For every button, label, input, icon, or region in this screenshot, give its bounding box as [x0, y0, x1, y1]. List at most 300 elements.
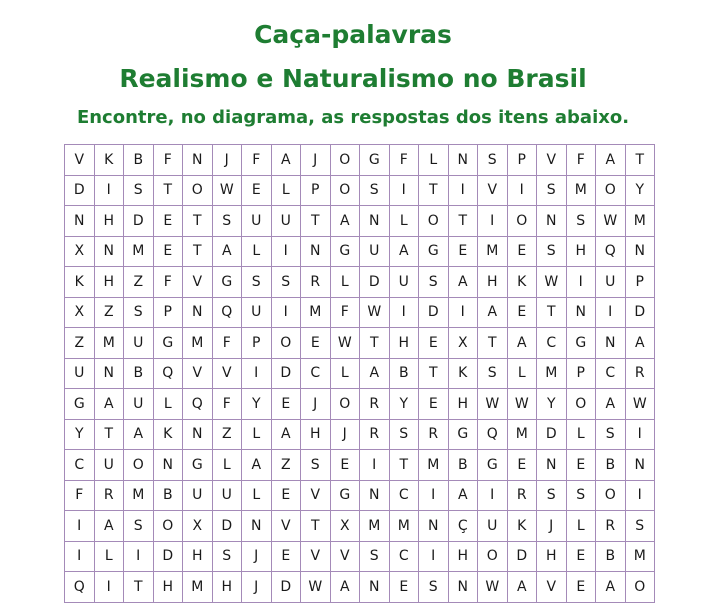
grid-cell[interactable]: F [153, 267, 183, 298]
grid-cell[interactable]: A [271, 145, 301, 176]
grid-cell[interactable]: M [124, 480, 154, 511]
grid-cell[interactable]: L [330, 267, 360, 298]
grid-cell[interactable]: H [478, 267, 508, 298]
grid-cell[interactable]: S [419, 572, 449, 603]
grid-cell[interactable]: N [360, 480, 390, 511]
grid-cell[interactable]: D [360, 267, 390, 298]
grid-cell[interactable]: D [271, 358, 301, 389]
grid-cell[interactable]: J [242, 541, 272, 572]
grid-cell[interactable]: E [153, 236, 183, 267]
grid-cell[interactable]: Z [271, 450, 301, 481]
grid-cell[interactable]: I [360, 450, 390, 481]
grid-cell[interactable]: T [537, 297, 567, 328]
grid-cell[interactable]: A [242, 450, 272, 481]
grid-cell[interactable]: H [537, 541, 567, 572]
grid-cell[interactable]: T [94, 419, 124, 450]
grid-cell[interactable]: W [625, 389, 655, 420]
grid-cell[interactable]: N [625, 450, 655, 481]
grid-cell[interactable]: E [301, 328, 331, 359]
grid-cell[interactable]: O [596, 480, 626, 511]
grid-cell[interactable]: S [212, 541, 242, 572]
grid-cell[interactable]: E [271, 389, 301, 420]
grid-cell[interactable]: O [183, 175, 213, 206]
grid-cell[interactable]: N [65, 206, 95, 237]
grid-cell[interactable]: G [330, 236, 360, 267]
grid-cell[interactable]: B [153, 480, 183, 511]
grid-cell[interactable]: O [478, 541, 508, 572]
grid-cell[interactable]: E [566, 541, 596, 572]
grid-cell[interactable]: S [360, 175, 390, 206]
grid-cell[interactable]: L [389, 206, 419, 237]
grid-cell[interactable]: M [537, 358, 567, 389]
grid-cell[interactable]: M [183, 328, 213, 359]
grid-cell[interactable]: B [448, 450, 478, 481]
grid-cell[interactable]: G [419, 236, 449, 267]
grid-cell[interactable]: M [419, 450, 449, 481]
grid-cell[interactable]: S [242, 267, 272, 298]
grid-cell[interactable]: W [537, 267, 567, 298]
grid-cell[interactable]: U [271, 206, 301, 237]
grid-cell[interactable]: O [330, 145, 360, 176]
grid-cell[interactable]: S [537, 175, 567, 206]
grid-cell[interactable]: F [242, 145, 272, 176]
grid-cell[interactable]: S [478, 358, 508, 389]
grid-cell[interactable]: E [419, 328, 449, 359]
grid-cell[interactable]: L [242, 419, 272, 450]
grid-cell[interactable]: L [242, 480, 272, 511]
grid-cell[interactable]: U [389, 267, 419, 298]
grid-cell[interactable]: N [537, 206, 567, 237]
grid-cell[interactable]: V [271, 511, 301, 542]
grid-cell[interactable]: A [94, 511, 124, 542]
grid-cell[interactable]: D [507, 541, 537, 572]
grid-cell[interactable]: H [301, 419, 331, 450]
grid-cell[interactable]: J [301, 145, 331, 176]
grid-cell[interactable]: S [124, 297, 154, 328]
grid-cell[interactable]: E [153, 206, 183, 237]
grid-cell[interactable]: E [507, 450, 537, 481]
grid-cell[interactable]: U [596, 267, 626, 298]
grid-cell[interactable]: Z [212, 419, 242, 450]
grid-cell[interactable]: O [153, 511, 183, 542]
grid-cell[interactable]: L [242, 236, 272, 267]
grid-cell[interactable]: F [65, 480, 95, 511]
grid-cell[interactable]: L [507, 358, 537, 389]
grid-cell[interactable]: U [360, 236, 390, 267]
grid-cell[interactable]: C [389, 480, 419, 511]
grid-cell[interactable]: T [419, 358, 449, 389]
grid-cell[interactable]: D [271, 572, 301, 603]
grid-cell[interactable]: V [537, 572, 567, 603]
grid-cell[interactable]: S [419, 267, 449, 298]
grid-cell[interactable]: H [153, 572, 183, 603]
grid-cell[interactable]: U [212, 480, 242, 511]
grid-cell[interactable]: Y [389, 389, 419, 420]
grid-cell[interactable]: U [478, 511, 508, 542]
grid-cell[interactable]: D [625, 297, 655, 328]
grid-cell[interactable]: A [596, 572, 626, 603]
grid-cell[interactable]: U [242, 297, 272, 328]
grid-cell[interactable]: W [301, 572, 331, 603]
grid-cell[interactable]: I [271, 297, 301, 328]
grid-cell[interactable]: S [360, 541, 390, 572]
grid-cell[interactable]: T [360, 328, 390, 359]
grid-cell[interactable]: O [596, 175, 626, 206]
grid-cell[interactable]: A [448, 267, 478, 298]
grid-cell[interactable]: W [360, 297, 390, 328]
grid-cell[interactable]: Ç [448, 511, 478, 542]
grid-cell[interactable]: S [389, 419, 419, 450]
grid-cell[interactable]: V [330, 541, 360, 572]
grid-cell[interactable]: D [124, 206, 154, 237]
grid-cell[interactable]: M [625, 206, 655, 237]
grid-cell[interactable]: E [507, 297, 537, 328]
grid-cell[interactable]: S [596, 419, 626, 450]
grid-cell[interactable]: L [94, 541, 124, 572]
grid-cell[interactable]: D [153, 541, 183, 572]
grid-cell[interactable]: G [65, 389, 95, 420]
grid-cell[interactable]: I [478, 480, 508, 511]
grid-cell[interactable]: U [65, 358, 95, 389]
grid-cell[interactable]: I [94, 175, 124, 206]
grid-cell[interactable]: M [124, 236, 154, 267]
grid-cell[interactable]: F [212, 389, 242, 420]
grid-cell[interactable]: N [537, 450, 567, 481]
grid-cell[interactable]: P [625, 267, 655, 298]
grid-cell[interactable]: B [596, 450, 626, 481]
grid-cell[interactable]: N [360, 572, 390, 603]
grid-cell[interactable]: A [596, 145, 626, 176]
grid-cell[interactable]: P [566, 358, 596, 389]
grid-cell[interactable]: O [566, 389, 596, 420]
grid-cell[interactable]: S [478, 145, 508, 176]
grid-cell[interactable]: N [566, 297, 596, 328]
grid-cell[interactable]: V [301, 541, 331, 572]
grid-cell[interactable]: X [65, 236, 95, 267]
grid-cell[interactable]: I [65, 541, 95, 572]
grid-cell[interactable]: E [566, 572, 596, 603]
grid-cell[interactable]: O [124, 450, 154, 481]
grid-cell[interactable]: Z [65, 328, 95, 359]
grid-cell[interactable]: J [242, 572, 272, 603]
grid-cell[interactable]: I [625, 419, 655, 450]
grid-cell[interactable]: P [242, 328, 272, 359]
grid-cell[interactable]: G [360, 145, 390, 176]
grid-cell[interactable]: F [153, 145, 183, 176]
grid-cell[interactable]: E [242, 175, 272, 206]
grid-cell[interactable]: W [330, 328, 360, 359]
grid-cell[interactable]: P [507, 145, 537, 176]
grid-cell[interactable]: V [537, 145, 567, 176]
grid-cell[interactable]: L [153, 389, 183, 420]
grid-cell[interactable]: A [330, 206, 360, 237]
grid-cell[interactable]: J [537, 511, 567, 542]
grid-cell[interactable]: U [94, 450, 124, 481]
grid-cell[interactable]: F [566, 145, 596, 176]
grid-cell[interactable]: B [596, 541, 626, 572]
grid-cell[interactable]: S [625, 511, 655, 542]
grid-cell[interactable]: T [124, 572, 154, 603]
grid-cell[interactable]: H [566, 236, 596, 267]
grid-cell[interactable]: L [212, 450, 242, 481]
grid-cell[interactable]: E [419, 389, 449, 420]
grid-cell[interactable]: M [478, 236, 508, 267]
grid-cell[interactable]: Y [242, 389, 272, 420]
grid-cell[interactable]: D [212, 511, 242, 542]
grid-cell[interactable]: B [124, 145, 154, 176]
grid-cell[interactable]: K [507, 511, 537, 542]
grid-cell[interactable]: I [419, 541, 449, 572]
grid-cell[interactable]: L [419, 145, 449, 176]
grid-cell[interactable]: S [124, 511, 154, 542]
grid-cell[interactable]: E [271, 480, 301, 511]
grid-cell[interactable]: V [478, 175, 508, 206]
grid-cell[interactable]: H [448, 389, 478, 420]
grid-cell[interactable]: M [360, 511, 390, 542]
grid-cell[interactable]: N [301, 236, 331, 267]
grid-cell[interactable]: Q [478, 419, 508, 450]
grid-cell[interactable]: Q [212, 297, 242, 328]
grid-cell[interactable]: N [360, 206, 390, 237]
grid-cell[interactable]: W [478, 389, 508, 420]
grid-cell[interactable]: R [596, 511, 626, 542]
grid-cell[interactable]: Q [183, 389, 213, 420]
grid-cell[interactable]: H [448, 541, 478, 572]
grid-cell[interactable]: W [507, 389, 537, 420]
grid-cell[interactable]: X [448, 328, 478, 359]
grid-cell[interactable]: U [124, 328, 154, 359]
grid-cell[interactable]: D [537, 419, 567, 450]
grid-cell[interactable]: Z [124, 267, 154, 298]
grid-cell[interactable]: R [507, 480, 537, 511]
grid-cell[interactable]: G [478, 450, 508, 481]
grid-cell[interactable]: T [183, 206, 213, 237]
grid-cell[interactable]: S [566, 206, 596, 237]
grid-cell[interactable]: U [124, 389, 154, 420]
grid-cell[interactable]: M [566, 175, 596, 206]
grid-cell[interactable]: G [153, 328, 183, 359]
grid-cell[interactable]: S [271, 267, 301, 298]
grid-cell[interactable]: I [596, 297, 626, 328]
grid-cell[interactable]: Q [65, 572, 95, 603]
grid-cell[interactable]: O [419, 206, 449, 237]
grid-cell[interactable]: S [212, 206, 242, 237]
grid-cell[interactable]: Q [153, 358, 183, 389]
grid-cell[interactable]: O [271, 328, 301, 359]
grid-cell[interactable]: D [65, 175, 95, 206]
grid-cell[interactable]: N [596, 328, 626, 359]
grid-cell[interactable]: M [183, 572, 213, 603]
grid-cell[interactable]: T [153, 175, 183, 206]
grid-cell[interactable]: M [389, 511, 419, 542]
grid-cell[interactable]: T [625, 145, 655, 176]
grid-cell[interactable]: T [389, 450, 419, 481]
grid-cell[interactable]: A [625, 328, 655, 359]
grid-cell[interactable]: V [183, 358, 213, 389]
grid-cell[interactable]: A [596, 389, 626, 420]
grid-cell[interactable]: X [330, 511, 360, 542]
grid-cell[interactable]: I [389, 297, 419, 328]
grid-cell[interactable]: V [301, 480, 331, 511]
grid-cell[interactable]: I [419, 480, 449, 511]
grid-cell[interactable]: O [330, 175, 360, 206]
grid-cell[interactable]: H [183, 541, 213, 572]
grid-cell[interactable]: E [507, 236, 537, 267]
grid-cell[interactable]: P [301, 175, 331, 206]
grid-cell[interactable]: R [625, 358, 655, 389]
grid-cell[interactable]: I [448, 297, 478, 328]
grid-cell[interactable]: A [94, 389, 124, 420]
grid-cell[interactable]: I [389, 175, 419, 206]
grid-cell[interactable]: B [124, 358, 154, 389]
grid-cell[interactable]: V [212, 358, 242, 389]
grid-cell[interactable]: A [448, 480, 478, 511]
grid-cell[interactable]: C [301, 358, 331, 389]
grid-cell[interactable]: T [301, 511, 331, 542]
grid-cell[interactable]: F [389, 145, 419, 176]
grid-cell[interactable]: Y [625, 175, 655, 206]
grid-cell[interactable]: K [94, 145, 124, 176]
grid-cell[interactable]: I [94, 572, 124, 603]
grid-cell[interactable]: N [94, 236, 124, 267]
grid-cell[interactable]: W [478, 572, 508, 603]
grid-cell[interactable]: G [212, 267, 242, 298]
grid-cell[interactable]: N [419, 511, 449, 542]
grid-cell[interactable]: I [625, 480, 655, 511]
grid-cell[interactable]: S [537, 236, 567, 267]
grid-cell[interactable]: N [183, 145, 213, 176]
grid-cell[interactable]: T [419, 175, 449, 206]
grid-cell[interactable]: N [183, 419, 213, 450]
grid-cell[interactable]: Q [596, 236, 626, 267]
grid-cell[interactable]: K [153, 419, 183, 450]
grid-cell[interactable]: L [566, 419, 596, 450]
grid-cell[interactable]: I [65, 511, 95, 542]
grid-cell[interactable]: H [389, 328, 419, 359]
grid-cell[interactable]: O [507, 206, 537, 237]
grid-cell[interactable]: D [419, 297, 449, 328]
grid-cell[interactable]: T [301, 206, 331, 237]
grid-cell[interactable]: T [183, 236, 213, 267]
grid-cell[interactable]: I [448, 175, 478, 206]
grid-cell[interactable]: A [212, 236, 242, 267]
grid-cell[interactable]: R [360, 389, 390, 420]
grid-cell[interactable]: V [183, 267, 213, 298]
grid-cell[interactable]: M [301, 297, 331, 328]
grid-cell[interactable]: Y [65, 419, 95, 450]
grid-cell[interactable]: O [330, 389, 360, 420]
grid-cell[interactable]: A [507, 328, 537, 359]
grid-cell[interactable]: K [448, 358, 478, 389]
grid-cell[interactable]: A [389, 236, 419, 267]
grid-cell[interactable]: C [389, 541, 419, 572]
grid-cell[interactable]: X [183, 511, 213, 542]
grid-cell[interactable]: R [94, 480, 124, 511]
grid-cell[interactable]: E [389, 572, 419, 603]
grid-cell[interactable]: G [183, 450, 213, 481]
grid-cell[interactable]: I [566, 267, 596, 298]
grid-cell[interactable]: J [301, 389, 331, 420]
grid-cell[interactable]: S [566, 480, 596, 511]
grid-cell[interactable]: I [124, 541, 154, 572]
grid-cell[interactable]: N [242, 511, 272, 542]
grid-cell[interactable]: R [360, 419, 390, 450]
grid-cell[interactable]: L [271, 175, 301, 206]
grid-cell[interactable]: G [448, 419, 478, 450]
grid-cell[interactable]: A [330, 572, 360, 603]
grid-cell[interactable]: M [94, 328, 124, 359]
grid-cell[interactable]: W [212, 175, 242, 206]
grid-cell[interactable]: K [507, 267, 537, 298]
grid-cell[interactable]: C [537, 328, 567, 359]
grid-cell[interactable]: J [212, 145, 242, 176]
grid-cell[interactable]: N [448, 145, 478, 176]
grid-cell[interactable]: A [124, 419, 154, 450]
grid-cell[interactable]: C [65, 450, 95, 481]
grid-cell[interactable]: H [94, 206, 124, 237]
grid-cell[interactable]: U [242, 206, 272, 237]
grid-cell[interactable]: E [566, 450, 596, 481]
grid-cell[interactable]: R [301, 267, 331, 298]
grid-cell[interactable]: V [65, 145, 95, 176]
grid-cell[interactable]: B [389, 358, 419, 389]
grid-cell[interactable]: A [360, 358, 390, 389]
grid-cell[interactable]: S [537, 480, 567, 511]
grid-cell[interactable]: M [625, 541, 655, 572]
grid-cell[interactable]: N [94, 358, 124, 389]
grid-cell[interactable]: R [419, 419, 449, 450]
grid-cell[interactable]: H [94, 267, 124, 298]
grid-cell[interactable]: U [183, 480, 213, 511]
grid-cell[interactable]: N [183, 297, 213, 328]
grid-cell[interactable]: T [478, 328, 508, 359]
grid-cell[interactable]: I [478, 206, 508, 237]
grid-cell[interactable]: S [124, 175, 154, 206]
grid-cell[interactable]: Y [537, 389, 567, 420]
grid-cell[interactable]: C [596, 358, 626, 389]
grid-cell[interactable]: W [596, 206, 626, 237]
grid-cell[interactable]: N [448, 572, 478, 603]
grid-cell[interactable]: F [330, 297, 360, 328]
grid-cell[interactable]: L [566, 511, 596, 542]
grid-cell[interactable]: F [212, 328, 242, 359]
grid-cell[interactable]: G [566, 328, 596, 359]
grid-cell[interactable]: L [330, 358, 360, 389]
grid-cell[interactable]: X [65, 297, 95, 328]
grid-cell[interactable]: E [330, 450, 360, 481]
grid-cell[interactable]: O [625, 572, 655, 603]
grid-cell[interactable]: G [330, 480, 360, 511]
grid-cell[interactable]: P [153, 297, 183, 328]
grid-cell[interactable]: Z [94, 297, 124, 328]
grid-cell[interactable]: M [507, 419, 537, 450]
grid-cell[interactable]: J [330, 419, 360, 450]
grid-cell[interactable]: S [301, 450, 331, 481]
grid-cell[interactable]: I [242, 358, 272, 389]
grid-cell[interactable]: A [507, 572, 537, 603]
grid-cell[interactable]: I [271, 236, 301, 267]
grid-cell[interactable]: H [212, 572, 242, 603]
grid-cell[interactable]: N [153, 450, 183, 481]
grid-cell[interactable]: E [448, 236, 478, 267]
grid-cell[interactable]: N [625, 236, 655, 267]
grid-cell[interactable]: T [448, 206, 478, 237]
grid-cell[interactable]: A [478, 297, 508, 328]
grid-cell[interactable]: K [65, 267, 95, 298]
grid-cell[interactable]: I [507, 175, 537, 206]
grid-cell[interactable]: E [271, 541, 301, 572]
grid-cell[interactable]: A [271, 419, 301, 450]
